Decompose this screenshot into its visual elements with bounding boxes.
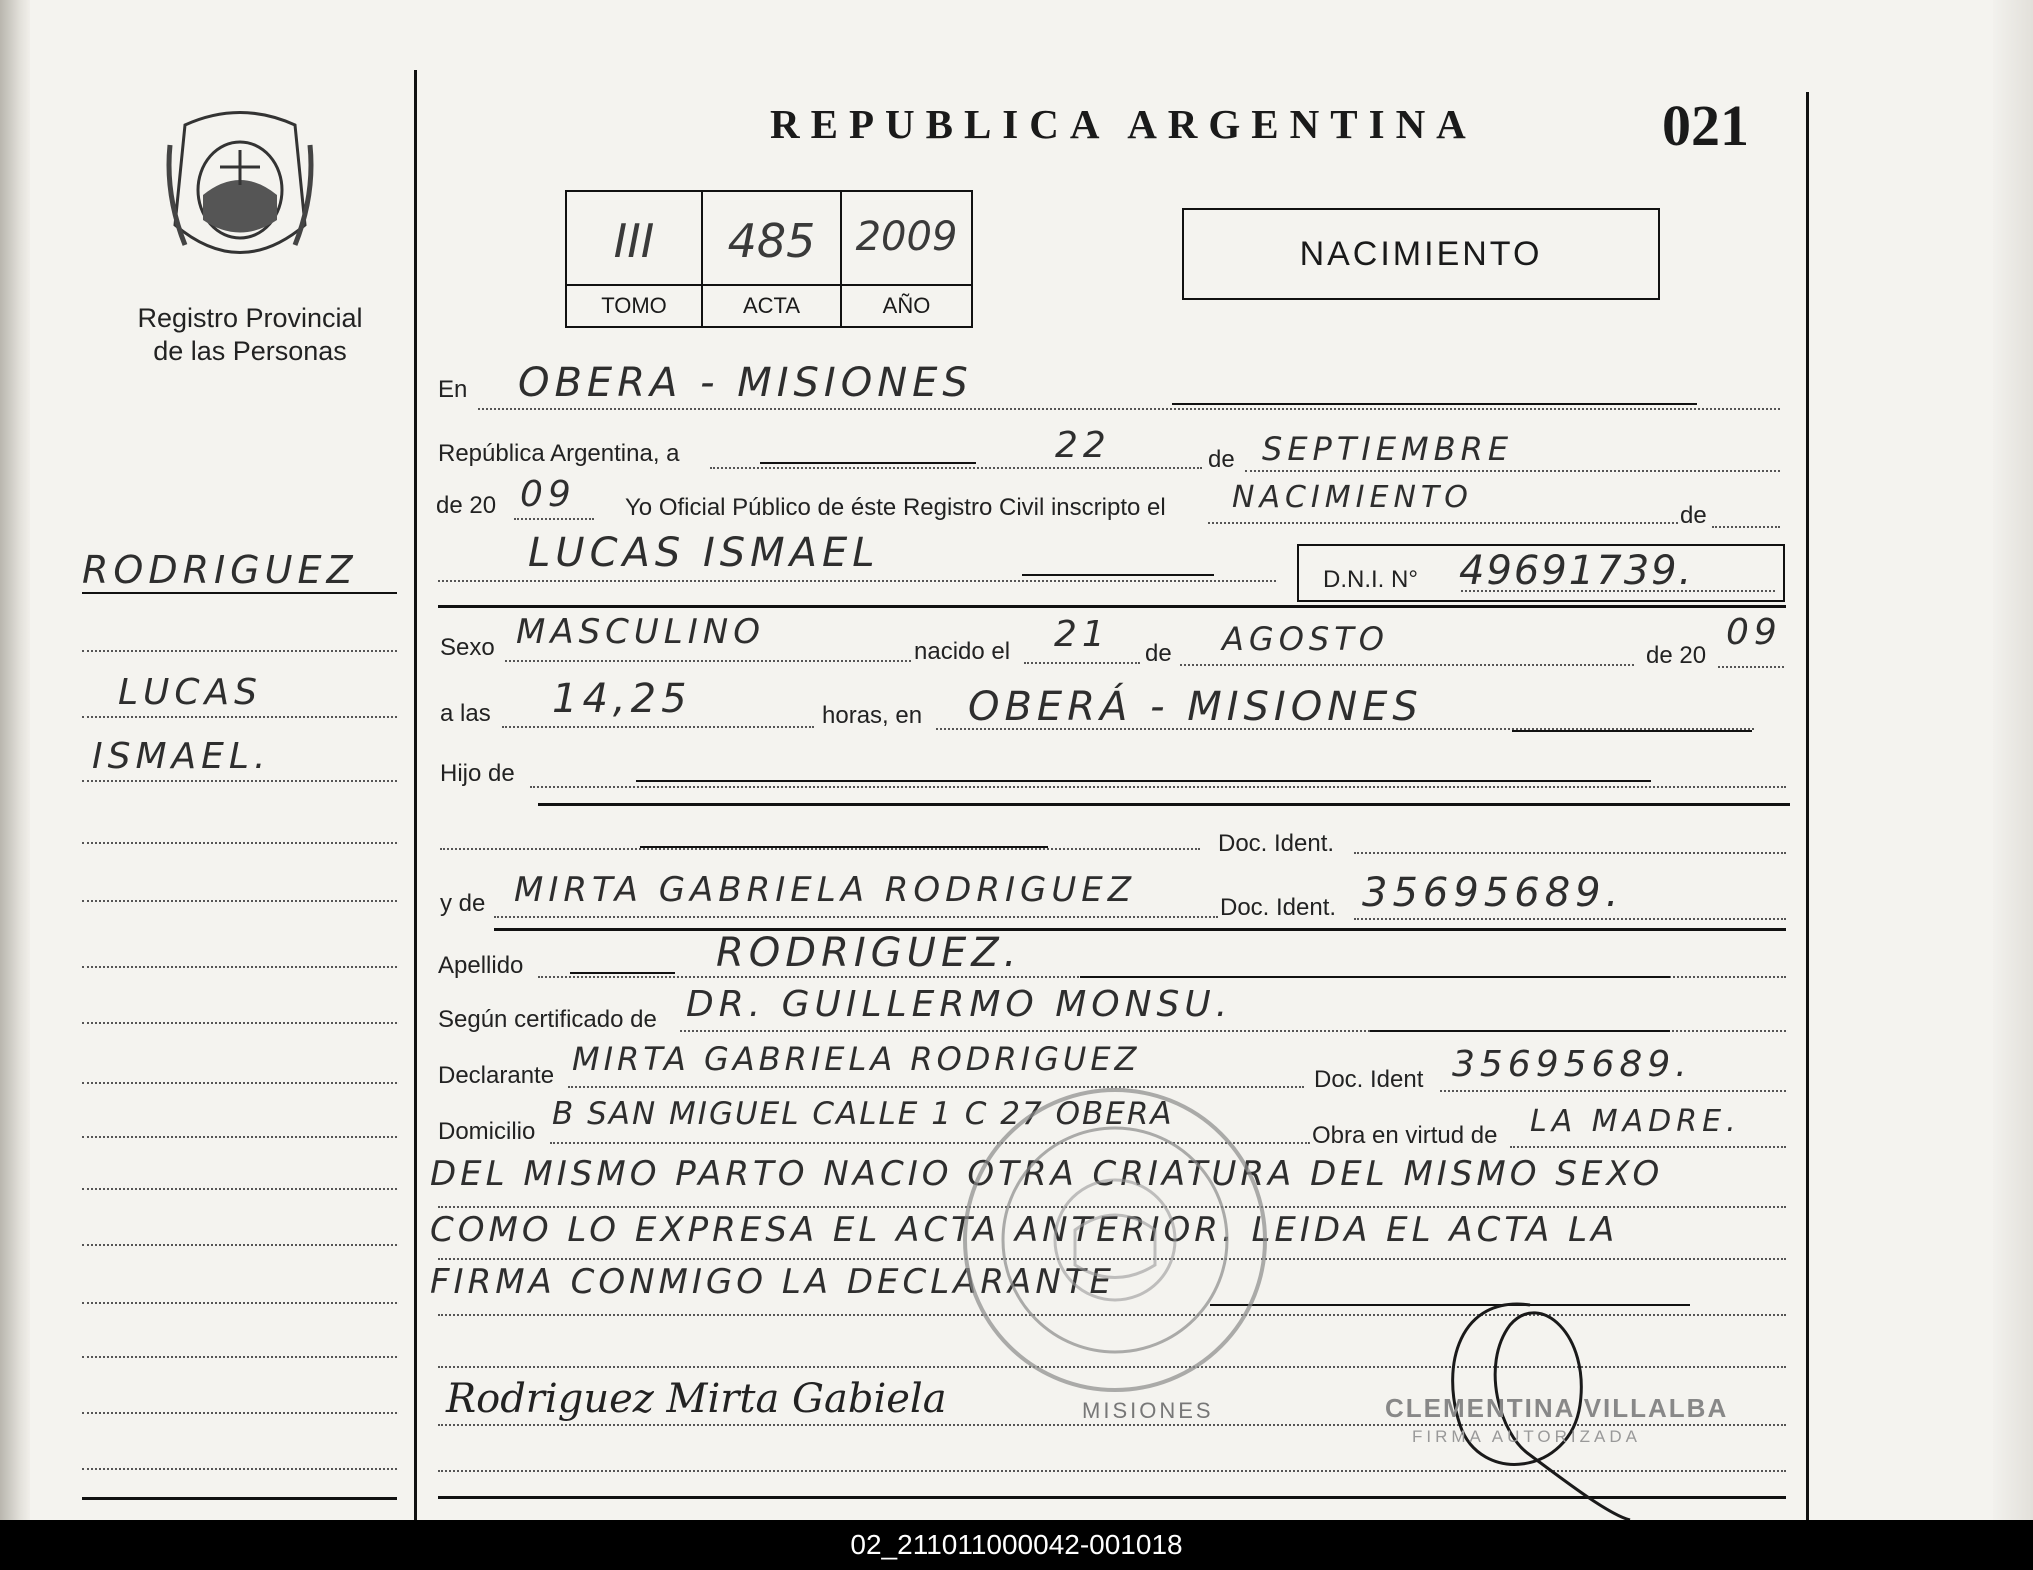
margin-name-1: LUCAS <box>118 672 263 713</box>
yde-label: y de <box>440 890 486 917</box>
tomo-cell <box>567 192 703 326</box>
apellido-rule-right <box>1080 976 1670 978</box>
father-rule <box>636 780 1651 782</box>
doc-ident-label-2: Doc. Ident. <box>1220 894 1337 921</box>
alas-label: a las <box>440 700 491 727</box>
sexo-label: Sexo <box>440 634 495 661</box>
margin-name-2: ISMAEL. <box>92 736 271 777</box>
en-line <box>478 408 1780 410</box>
declarante-doc-line <box>1440 1090 1786 1092</box>
hora-line <box>502 726 814 728</box>
declarant-signature: Rodriguez Mirta Gabiela <box>446 1376 947 1422</box>
father-doc-line <box>1354 852 1786 854</box>
birth-place-rule <box>1512 730 1752 732</box>
mother-doc-line <box>1354 918 1786 920</box>
de-end-label: de <box>1680 502 1707 529</box>
apellido-label: Apellido <box>438 952 524 979</box>
day-line <box>710 467 1202 469</box>
observation-line-3: FIRMA CONMIGO LA DECLARANTE <box>430 1262 1116 1302</box>
margin-line <box>82 1188 397 1190</box>
margin-line <box>82 1356 397 1358</box>
sexo-value: MASCULINO <box>516 612 765 652</box>
registry-name <box>95 302 405 368</box>
en-label: En <box>438 376 468 403</box>
birth-day: 21 <box>1054 614 1110 655</box>
virtud-value: LA MADRE. <box>1530 1104 1741 1139</box>
mother-name: MIRTA GABRIELA RODRIGUEZ <box>514 870 1136 910</box>
birth-year-label: de 20 <box>1646 642 1707 669</box>
tomo-label: TOMO <box>567 284 701 326</box>
section-rule <box>438 605 1786 608</box>
apellido-rule-left <box>570 972 675 974</box>
ano-value: 2009 <box>855 214 958 260</box>
margin-surname: RODRIGUEZ <box>82 548 358 592</box>
de-label-2: de <box>1145 640 1172 667</box>
acta-label: ACTA <box>703 284 840 326</box>
de-label: de <box>1208 446 1235 473</box>
apellido-value: RODRIGUEZ. <box>716 930 1022 976</box>
acta-cell <box>703 192 842 326</box>
acta-value: 485 <box>727 214 816 268</box>
stamp-text: MISIONES <box>1082 1398 1214 1423</box>
nacido-label: nacido el <box>914 638 1011 665</box>
domicilio-value: B SAN MIGUEL CALLE 1 C 27 OBERA <box>552 1096 1174 1132</box>
mother-doc: 35695689. <box>1362 870 1624 916</box>
dni-value: 49691739. <box>1459 548 1694 594</box>
margin-line <box>82 842 397 844</box>
certificado-value: DR. GUILLERMO MONSU. <box>686 984 1233 1025</box>
horas-label: horas, en <box>822 702 923 729</box>
father-rule-3 <box>640 846 1048 848</box>
name-rule <box>1022 574 1214 576</box>
margin-line <box>82 1468 397 1470</box>
registry-line-2: de las Personas <box>153 336 347 366</box>
record-type: NACIMIENTO <box>1182 208 1660 300</box>
hora-value: 14,25 <box>552 676 692 722</box>
margin-line <box>82 1412 397 1414</box>
person-name: LUCAS ISMAEL <box>528 530 880 576</box>
ano-label: AÑO <box>842 284 971 326</box>
hijo-label: Hijo de <box>440 760 515 787</box>
year-value: 09 <box>520 474 576 515</box>
provincial-seal-icon <box>165 105 315 275</box>
en-rule <box>1172 403 1697 405</box>
image-id-footer: 02_211011000042-001018 <box>0 1520 2033 1570</box>
margin-line <box>82 966 397 968</box>
month-value: SEPTIEMBRE <box>1262 430 1514 468</box>
father-rule-2 <box>538 803 1790 806</box>
sexo-line <box>505 660 911 662</box>
ano-cell <box>842 192 971 326</box>
right-border <box>1806 92 1809 1520</box>
virtud-line <box>1510 1146 1786 1148</box>
margin-line <box>82 716 397 718</box>
certificado-label: Según certificado de <box>438 1006 657 1033</box>
margin-line <box>82 900 397 902</box>
authorized-role: FIRMA AUTORIZADA <box>1412 1427 1641 1446</box>
oficial-label: Yo Oficial Público de éste Registro Civil inscripto el <box>625 494 1166 521</box>
declarante-doc: 35695689. <box>1452 1044 1692 1085</box>
birth-year-line <box>1718 666 1784 668</box>
book-gutter <box>0 0 30 1520</box>
declarante-value: MIRTA GABRIELA RODRIGUEZ <box>572 1040 1141 1078</box>
birth-place: OBERÁ - MISIONES <box>968 684 1423 730</box>
day-value: 22 <box>1055 425 1111 466</box>
en-value: OBERA - MISIONES <box>518 360 973 406</box>
year-prefix-label: de 20 <box>436 492 497 519</box>
day-rule <box>760 462 976 464</box>
birth-month-line <box>1180 664 1634 666</box>
declarante-label: Declarante <box>438 1062 555 1089</box>
page-title: REPUBLICA ARGENTINA <box>770 101 1477 147</box>
observation-line-1: DEL MISMO PARTO NACIO OTRA CRIATURA DEL MISMO SEXO <box>430 1154 1664 1194</box>
margin-bottom-rule <box>82 1497 397 1500</box>
observation-line-2: COMO LO EXPRESA EL ACTA ANTERIOR. LEIDA EL ACTA LA <box>430 1210 1619 1250</box>
inscripto-line <box>1208 522 1678 524</box>
year-line <box>514 518 594 520</box>
inscripto-value: NACIMIENTO <box>1232 480 1473 515</box>
birth-year: 09 <box>1726 612 1782 653</box>
margin-rule <box>82 592 397 594</box>
margin-line <box>82 1022 397 1024</box>
record-number: 021 <box>1662 93 1749 158</box>
tomo-value: III <box>613 214 655 268</box>
dni-label: D.N.I. N° <box>1323 566 1418 593</box>
margin-line <box>82 1244 397 1246</box>
doc-ident-label: Doc. Ident. <box>1218 830 1335 857</box>
column-divider <box>414 70 417 1520</box>
de-end-line <box>1712 526 1780 528</box>
dni-box <box>1297 544 1785 602</box>
margin-line <box>82 780 397 782</box>
record-reference-box <box>565 190 973 328</box>
birth-month: AGOSTO <box>1222 620 1389 658</box>
margin-line <box>82 1136 397 1138</box>
mother-line <box>494 916 1218 918</box>
mother-rule <box>494 928 1786 931</box>
name-line <box>438 580 1276 582</box>
registry-line-1: Registro Provincial <box>137 303 363 333</box>
birth-day-line <box>1024 662 1140 664</box>
virtud-label: Obra en virtud de <box>1312 1122 1498 1149</box>
father-line-2 <box>440 848 1200 850</box>
authorized-name: CLEMENTINA VILLALBA <box>1385 1393 1729 1423</box>
month-line <box>1245 470 1780 472</box>
official-stamp-icon <box>955 1080 1275 1400</box>
domicilio-label: Domicilio <box>438 1118 536 1145</box>
republica-label: República Argentina, a <box>438 440 680 467</box>
doc-ident-label-3: Doc. Ident <box>1314 1066 1424 1093</box>
margin-line <box>82 1082 397 1084</box>
father-line <box>530 786 1786 788</box>
certificado-rule <box>1370 1030 1670 1032</box>
margin-line <box>82 650 397 652</box>
margin-line <box>82 1302 397 1304</box>
page-edge <box>1993 0 2033 1520</box>
